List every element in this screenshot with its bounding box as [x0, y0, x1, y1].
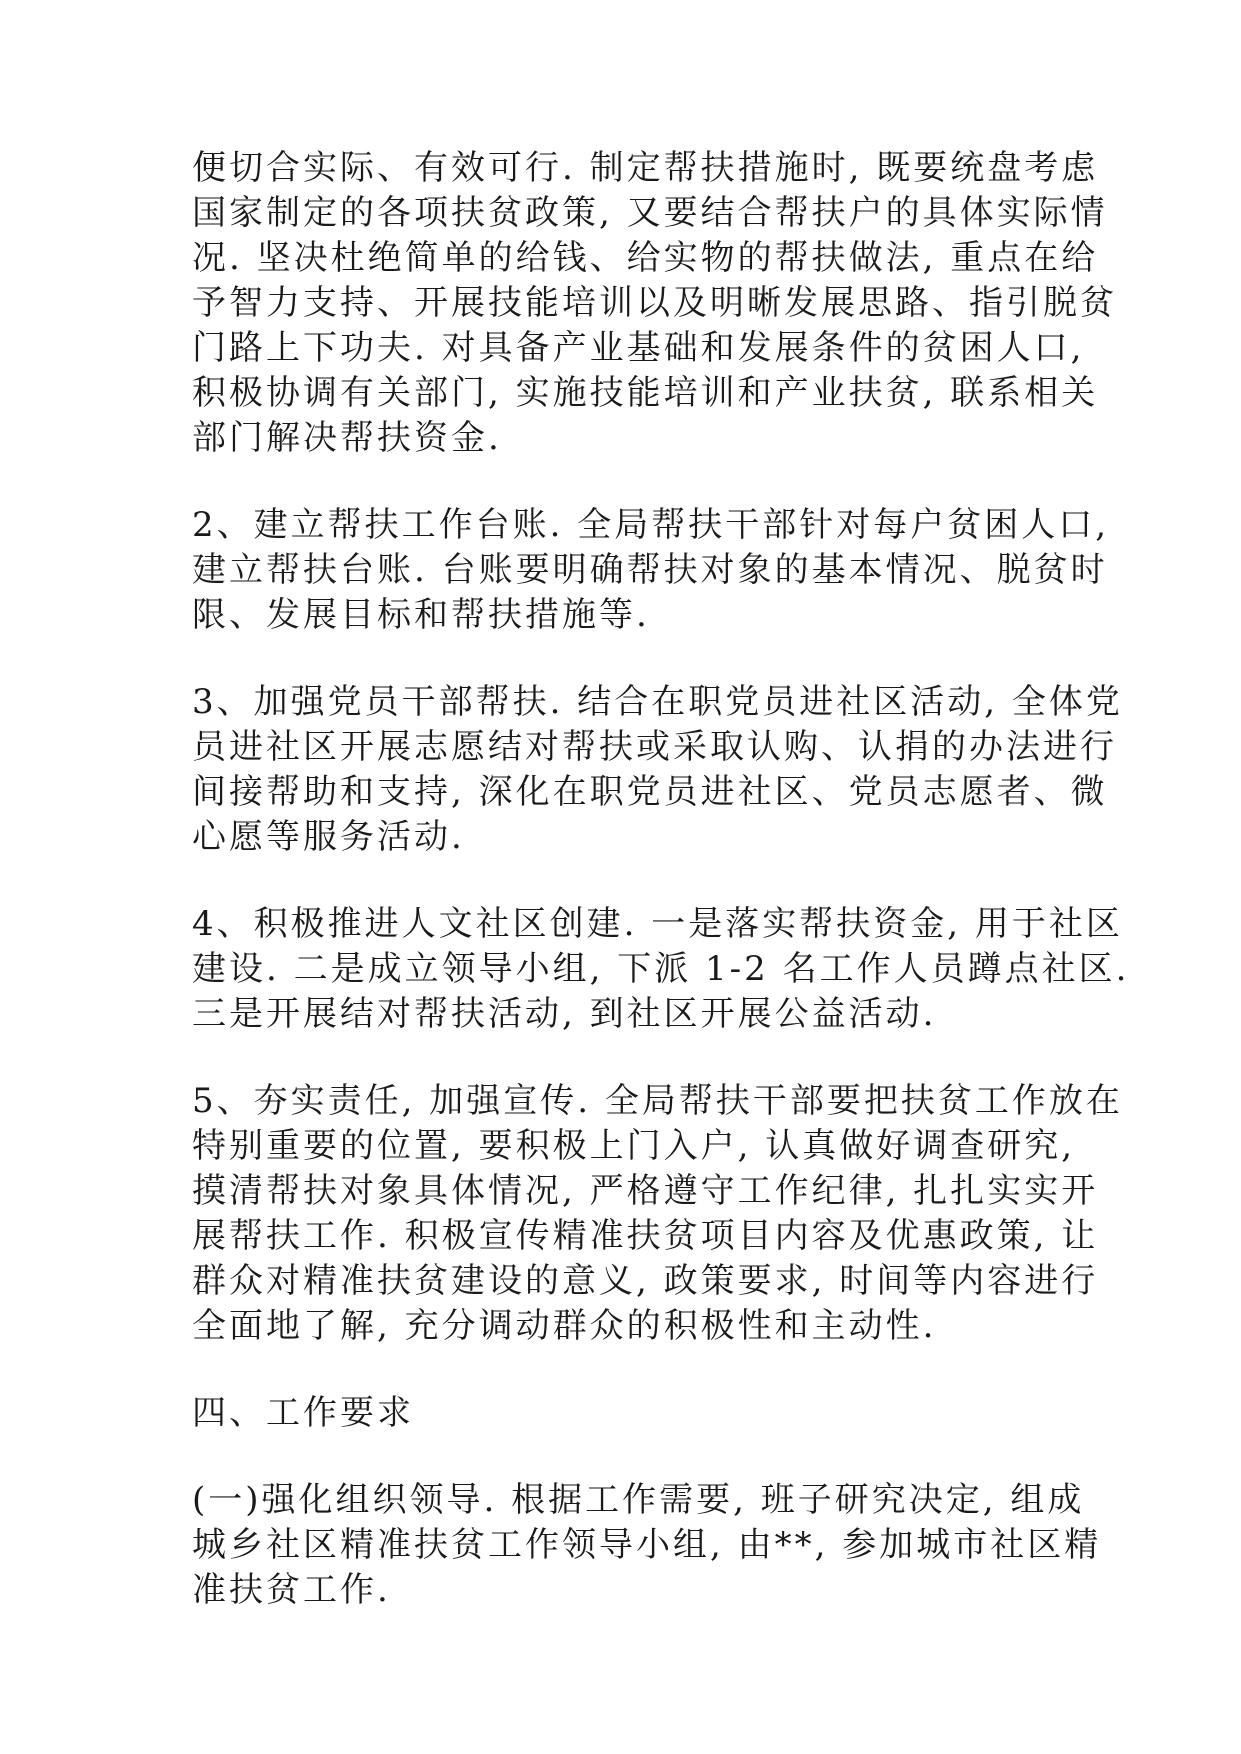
- text-line: 全面地了解, 充分调动群众的积极性和主动性.: [192, 1306, 937, 1346]
- text-line: 部门解决帮扶资金.: [192, 418, 502, 458]
- text-line: 5、夯实责任, 加强宣传. 全局帮扶干部要把扶贫工作放在: [192, 1081, 1123, 1121]
- text-line: 建设. 二是成立领导小组, 下派 1-2 名工作人员蹲点社区.: [192, 949, 1130, 989]
- text-line: 2、建立帮扶工作台账. 全局帮扶干部针对每户贫困人口,: [192, 505, 1110, 545]
- text-line: 4、积极推进人文社区创建. 一是落实帮扶资金, 用于社区: [192, 904, 1123, 944]
- paragraph-item-4: [192, 902, 1130, 1037]
- text-line: 予智力支持、开展技能培训以及明晰发展思路、指引脱贫: [192, 283, 1117, 323]
- text-line: 城乡社区精准扶贫工作领导小组, 由**, 参加城市社区精: [192, 1525, 1102, 1565]
- text-line: 摸清帮扶对象具体情况, 严格遵守工作纪律, 扎扎实实开: [192, 1171, 1099, 1211]
- text-line: 心愿等服务活动.: [192, 817, 465, 857]
- paragraph-item-2: [192, 503, 1110, 638]
- paragraph-gap: [192, 1349, 1052, 1391]
- text-line: 展帮扶工作. 积极宣传精准扶贫项目内容及优惠政策, 让: [192, 1216, 1099, 1256]
- text-line: 准扶贫工作.: [192, 1570, 391, 1610]
- paragraph-item-5: [192, 1079, 1123, 1349]
- paragraph-measures: [192, 146, 1117, 461]
- heading-line: 四、工作要求: [192, 1393, 414, 1433]
- text-line: 门路上下功夫. 对具备产业基础和发展条件的贫困人口,: [192, 328, 1085, 368]
- paragraph-gap: [192, 638, 1052, 680]
- text-line: 群众对精准扶贫建设的意义, 政策要求, 时间等内容进行: [192, 1261, 1099, 1301]
- text-line: 况. 坚决杜绝简单的给钱、给实物的帮扶做法, 重点在给: [192, 238, 1099, 278]
- text-line: 积极协调有关部门, 实施技能培训和产业扶贫, 联系相关: [192, 373, 1099, 413]
- section-heading: [192, 1391, 1052, 1436]
- text-line: 限、发展目标和帮扶措施等.: [192, 595, 650, 635]
- paragraph-gap: [192, 1436, 1052, 1478]
- text-line: 三是开展结对帮扶活动, 到社区开展公益活动.: [192, 994, 937, 1034]
- paragraph-gap: [192, 1037, 1052, 1079]
- paragraph-requirement-1: [192, 1478, 1102, 1613]
- paragraph-gap: [192, 860, 1052, 902]
- text-line: 建立帮扶台账. 台账要明确帮扶对象的基本情况、脱贫时: [192, 550, 1108, 590]
- text-line: 员进社区开展志愿结对帮扶或采取认购、认捐的办法进行: [192, 727, 1117, 767]
- text-line: (一)强化组织领导. 根据工作需要, 班子研究决定, 组成: [192, 1480, 1085, 1520]
- text-line: 特别重要的位置, 要积极上门入户, 认真做好调查研究,: [192, 1126, 1076, 1166]
- text-line: 便切合实际、有效可行. 制定帮扶措施时, 既要统盘考虑: [192, 148, 1099, 188]
- text-line: 3、加强党员干部帮扶. 结合在职党员进社区活动, 全体党: [192, 682, 1123, 722]
- paragraph-gap: [192, 461, 1052, 503]
- text-line: 间接帮助和支持, 深化在职党员进社区、党员志愿者、微: [192, 772, 1108, 812]
- document-body: [192, 146, 1130, 1613]
- text-line: 国家制定的各项扶贫政策, 又要结合帮扶户的具体实际情: [192, 193, 1108, 233]
- paragraph-item-3: [192, 680, 1123, 860]
